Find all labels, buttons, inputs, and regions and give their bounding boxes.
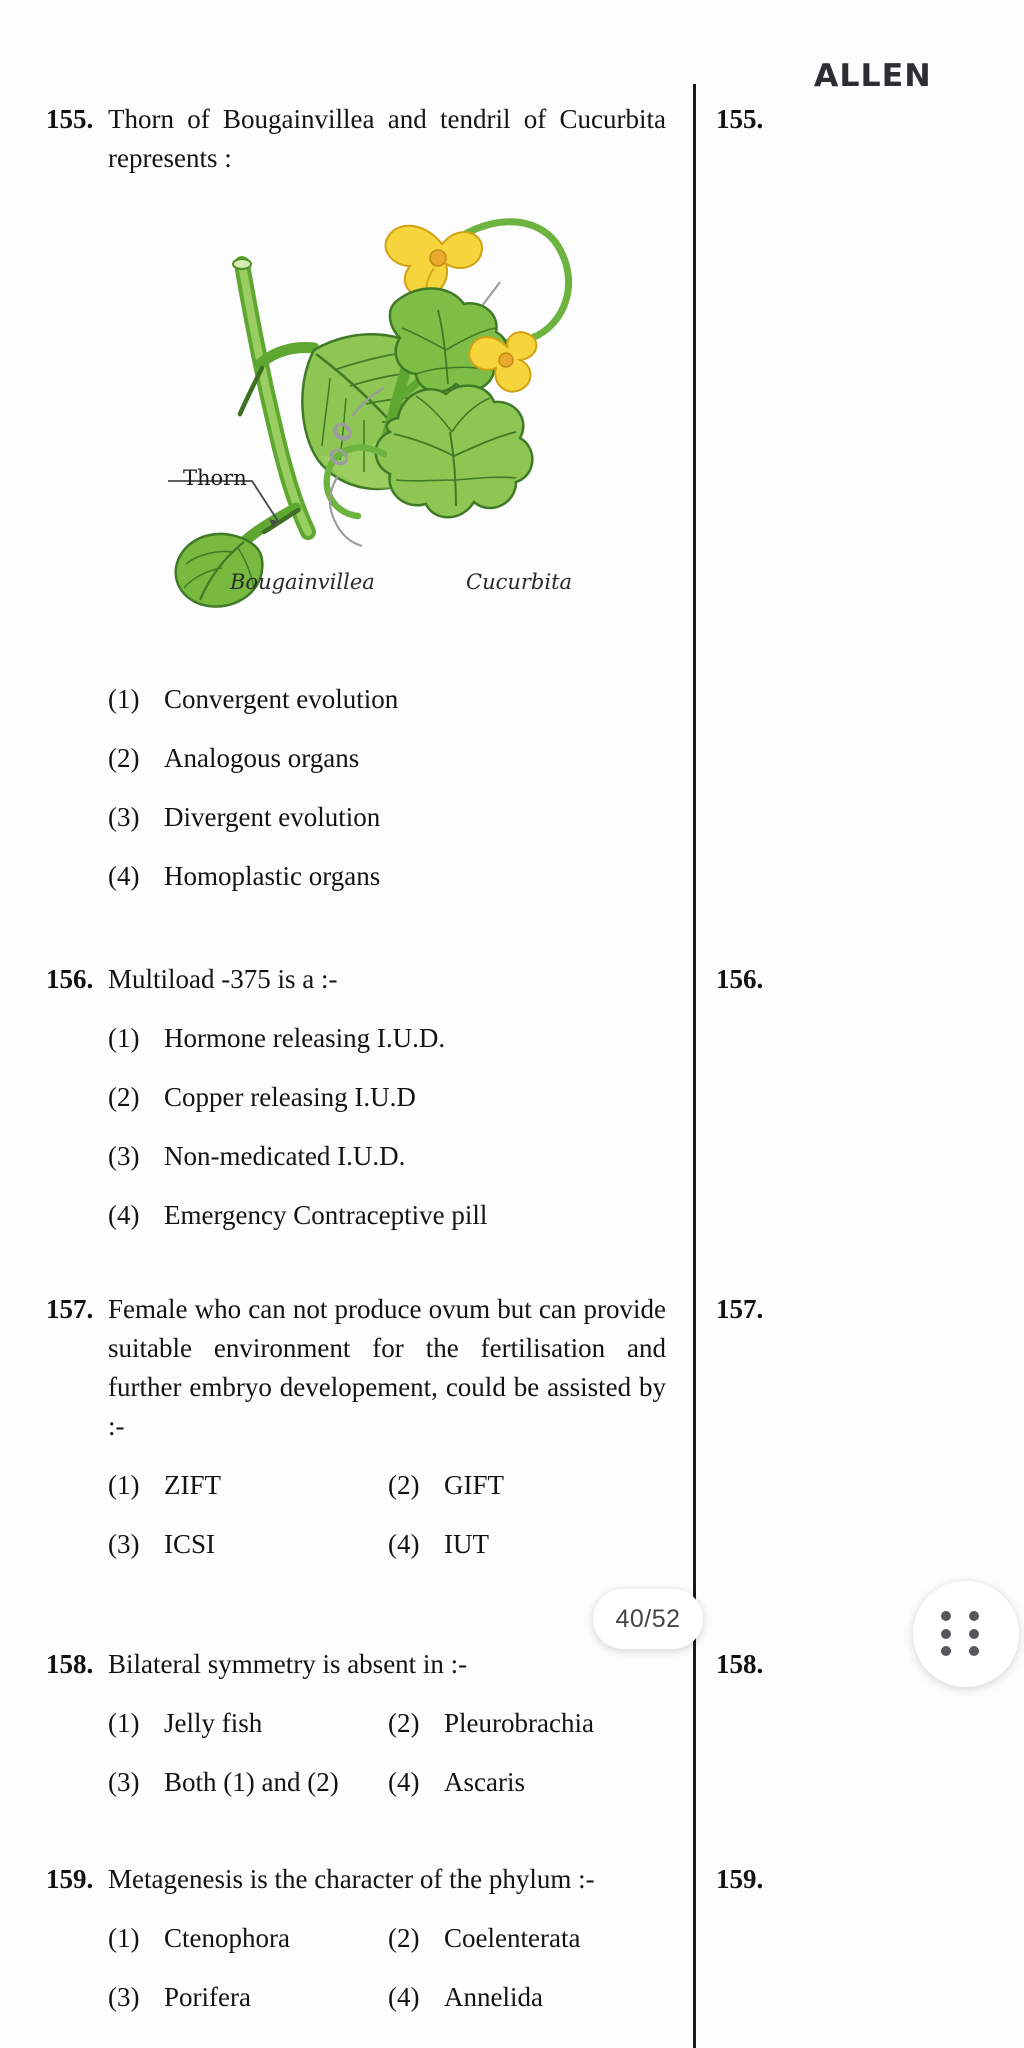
question-155-number: 155. xyxy=(46,104,94,134)
option-label: Copper releasing I.U.D xyxy=(164,1082,416,1112)
grid-view-button[interactable] xyxy=(913,1581,1019,1687)
option-item[interactable] xyxy=(108,1763,388,1802)
question-156-text: Multiload -375 is a :- xyxy=(108,964,338,994)
question-158-options xyxy=(108,1704,666,1802)
option-row xyxy=(108,1704,666,1743)
option-item[interactable] xyxy=(108,739,666,778)
option-key: (3) xyxy=(108,1982,140,2012)
option-key: (4) xyxy=(388,1767,420,1797)
option-key: (4) xyxy=(108,1200,140,1230)
option-label: Emergency Contraceptive pill xyxy=(164,1200,488,1230)
option-key: (3) xyxy=(108,1529,140,1559)
option-key: (2) xyxy=(388,1923,420,1953)
option-item[interactable] xyxy=(388,1704,666,1743)
option-key: (3) xyxy=(108,1141,140,1171)
option-label: Non-medicated I.U.D. xyxy=(164,1141,406,1171)
question-158-head xyxy=(46,1645,666,1684)
option-label: Jelly fish xyxy=(164,1708,263,1738)
option-label: Ascaris xyxy=(444,1767,525,1797)
option-item[interactable] xyxy=(108,798,666,837)
option-item[interactable] xyxy=(108,1466,388,1505)
caption-bougainvillea: Bougainvillea xyxy=(230,570,375,594)
option-item[interactable] xyxy=(108,1137,666,1176)
thorn-label: Thorn xyxy=(183,466,247,490)
option-key: (1) xyxy=(108,1708,140,1738)
option-row xyxy=(108,1919,666,1958)
page-indicator[interactable]: 40/52 xyxy=(593,1589,703,1649)
caption-cucurbita: Cucurbita xyxy=(466,570,573,594)
option-item[interactable] xyxy=(108,1196,666,1235)
option-item[interactable] xyxy=(108,680,666,719)
option-item[interactable] xyxy=(388,1525,666,1564)
option-label: Divergent evolution xyxy=(164,802,381,832)
option-item[interactable] xyxy=(108,1919,388,1958)
question-159-head xyxy=(46,1860,666,1899)
option-label: Both (1) and (2) xyxy=(164,1767,339,1797)
answer-number-159: 159. xyxy=(716,1864,764,1894)
question-158-number: 158. xyxy=(46,1649,94,1679)
option-item[interactable] xyxy=(388,1763,666,1802)
question-155-head xyxy=(46,100,666,178)
option-key: (2) xyxy=(388,1708,420,1738)
option-key: (1) xyxy=(108,1923,140,1953)
option-key: (3) xyxy=(108,802,140,832)
option-row xyxy=(108,1466,666,1505)
question-157-options xyxy=(108,1466,666,1564)
option-label: Ctenophora xyxy=(164,1923,290,1953)
option-key: (2) xyxy=(108,1082,140,1112)
option-key: (2) xyxy=(108,743,140,773)
option-item[interactable] xyxy=(108,1019,666,1058)
question-155 xyxy=(46,100,666,178)
question-155-options xyxy=(46,660,666,896)
grid-dots-icon xyxy=(941,1611,987,1657)
question-159-options xyxy=(108,1919,666,2017)
option-key: (4) xyxy=(108,861,140,891)
option-label: Annelida xyxy=(444,1982,543,2012)
allen-logo: ALLEN xyxy=(813,58,932,94)
question-157-number: 157. xyxy=(46,1294,94,1324)
option-label: Convergent evolution xyxy=(164,684,399,714)
answer-number-156: 156. xyxy=(716,964,764,994)
question-158 xyxy=(46,1645,666,1802)
option-label: Hormone releasing I.U.D. xyxy=(164,1023,446,1053)
option-label: Analogous organs xyxy=(164,743,360,773)
option-item[interactable] xyxy=(388,1466,666,1505)
answer-number-155: 155. xyxy=(716,104,764,134)
question-159 xyxy=(46,1860,666,2017)
answer-number-158: 158. xyxy=(716,1649,764,1679)
question-157-text: Female who can not produce ovum but can provide suitable environment for the fertilisation and further embryo developement, could be assisted by :- xyxy=(108,1294,666,1441)
option-label: Porifera xyxy=(164,1982,251,2012)
option-label: Pleurobrachia xyxy=(444,1708,594,1738)
plant-illustration-svg xyxy=(46,188,666,618)
option-item[interactable] xyxy=(108,1525,388,1564)
question-158-text: Bilateral symmetry is absent in :- xyxy=(108,1649,468,1679)
option-label: Coelenterata xyxy=(444,1923,581,1953)
option-key: (3) xyxy=(108,1767,140,1797)
question-155-text: Thorn of Bougainvillea and tendril of Cucurbita represents : xyxy=(108,104,666,173)
option-item[interactable] xyxy=(388,1919,666,1958)
option-label: Homoplastic organs xyxy=(164,861,381,891)
question-156-number: 156. xyxy=(46,964,94,994)
option-key: (4) xyxy=(388,1529,420,1559)
question-156-head xyxy=(46,960,666,999)
option-row xyxy=(108,1525,666,1564)
option-label: GIFT xyxy=(444,1470,504,1500)
option-label: ZIFT xyxy=(164,1470,221,1500)
answer-number-157: 157. xyxy=(716,1294,764,1324)
option-key: (1) xyxy=(108,1023,140,1053)
question-159-number: 159. xyxy=(46,1864,94,1894)
question-156-options xyxy=(108,1019,666,1235)
option-item[interactable] xyxy=(108,1978,388,2017)
question-157-head xyxy=(46,1290,666,1446)
option-label: ICSI xyxy=(164,1529,216,1559)
option-item[interactable] xyxy=(108,857,666,896)
option-key: (2) xyxy=(388,1470,420,1500)
option-key: (4) xyxy=(388,1982,420,2012)
option-label: IUT xyxy=(444,1529,489,1559)
question-159-text: Metagenesis is the character of the phylum :- xyxy=(108,1864,595,1894)
option-item[interactable] xyxy=(108,1704,388,1743)
question-157 xyxy=(46,1290,666,1564)
option-key: (1) xyxy=(108,684,140,714)
figure-captions xyxy=(46,570,666,610)
plant-figure xyxy=(46,188,666,618)
option-item[interactable] xyxy=(388,1978,666,2017)
column-divider xyxy=(693,84,696,2048)
option-item[interactable] xyxy=(108,1078,666,1117)
option-row xyxy=(108,1978,666,2017)
option-key: (1) xyxy=(108,1470,140,1500)
option-row xyxy=(108,1763,666,1802)
question-156 xyxy=(46,960,666,1235)
